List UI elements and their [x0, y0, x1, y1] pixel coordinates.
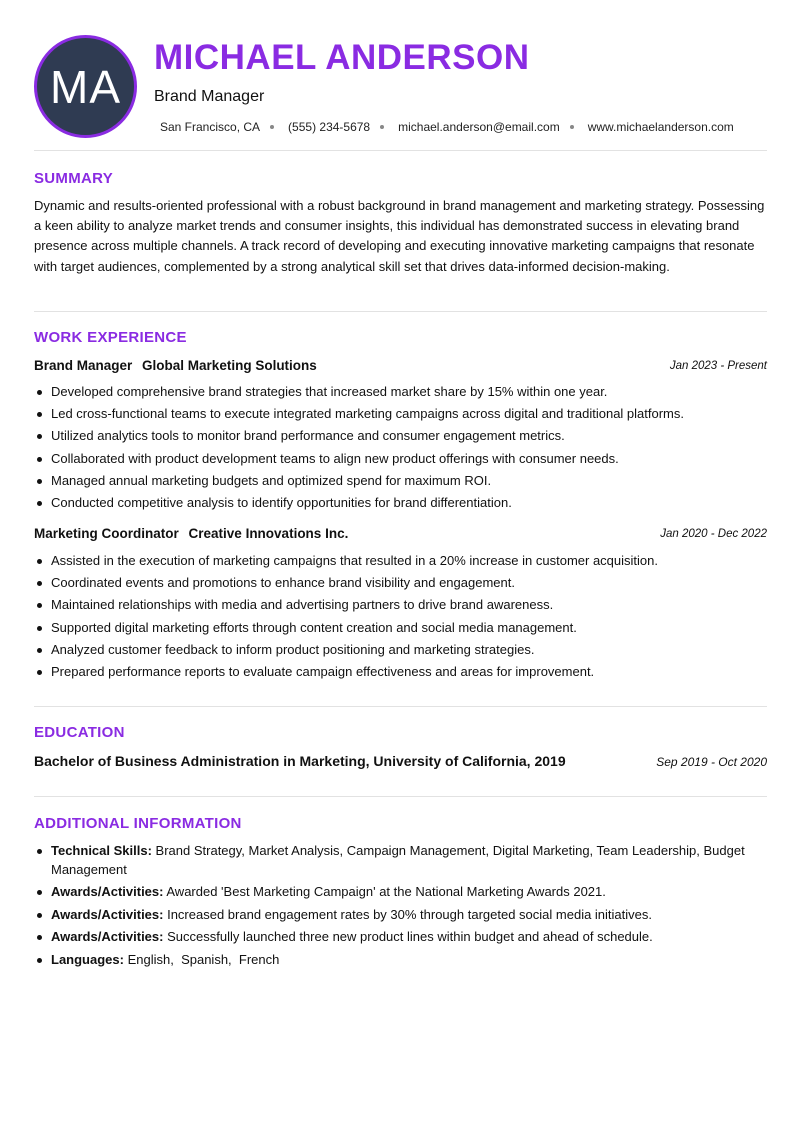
- job-header: [34, 526, 767, 546]
- resume-header: [0, 0, 800, 150]
- work-experience-heading: WORK EXPERIENCE: [34, 329, 187, 346]
- contact-location: San Francisco, CA: [160, 120, 261, 134]
- info-label: Languages:: [51, 951, 124, 967]
- job-title: [34, 358, 323, 373]
- job-bullets: [34, 553, 767, 686]
- job-company: Creative Innovations Inc.: [188, 526, 349, 541]
- candidate-role: Brand Manager: [154, 88, 265, 105]
- job-position: Marketing Coordinator: [34, 526, 179, 541]
- job-title: [34, 526, 354, 541]
- job-bullets: [34, 384, 767, 517]
- info-text: Brand Strategy, Market Analysis, Campaign Management, Digital Marketing, Team Leadership, Budget Management: [51, 843, 745, 877]
- list-item: Managed annual marketing budgets and optimized spend for maximum ROI.: [34, 473, 767, 489]
- list-item: Supported digital marketing efforts through content creation and social media management.: [34, 620, 767, 636]
- section-divider: [34, 150, 767, 151]
- job-dates: Jan 2020 - Dec 2022: [660, 528, 767, 540]
- job-dates: Jan 2023 - Present: [669, 360, 767, 372]
- list-item: [34, 928, 767, 947]
- additional-info-heading: ADDITIONAL INFORMATION: [34, 815, 242, 832]
- info-label: Awards/Activities:: [51, 906, 164, 922]
- section-divider: [34, 311, 767, 312]
- info-text: Awarded 'Best Marketing Campaign' at the National Marketing Awards 2021.: [166, 884, 606, 899]
- job-position: Brand Manager: [34, 358, 133, 373]
- list-item: Conducted competitive analysis to identify opportunities for brand differentiation.: [34, 495, 767, 511]
- contact-website[interactable]: www.michaelanderson.com: [587, 120, 734, 134]
- info-text: English, Spanish, French: [127, 951, 280, 967]
- list-item: Utilized analytics tools to monitor brand performance and consumer engagement metrics.: [34, 428, 767, 444]
- additional-info-list: [34, 842, 767, 973]
- list-item: Led cross-functional teams to execute integrated marketing campaigns across digital and traditional platforms.: [34, 406, 767, 422]
- list-item: Collaborated with product development teams to align new product offerings with consumer needs.: [34, 451, 767, 467]
- job-company: Global Marketing Solutions: [142, 358, 317, 373]
- info-label: Awards/Activities:: [51, 929, 164, 944]
- section-divider: [34, 706, 767, 707]
- job-header: [34, 358, 767, 378]
- education-dates: Sep 2019 - Oct 2020: [656, 755, 767, 769]
- section-divider: [34, 796, 767, 797]
- list-item: [34, 883, 767, 902]
- list-item: [34, 951, 767, 970]
- separator-dot-icon: [570, 125, 574, 129]
- list-item: Developed comprehensive brand strategies that increased market share by 15% within one year.: [34, 384, 767, 400]
- avatar: [34, 35, 137, 138]
- contact-email[interactable]: michael.anderson@email.com: [398, 120, 560, 134]
- info-text: Increased brand engagement rates by 30% through targeted social media initiatives.: [167, 906, 652, 922]
- education-entry: [34, 753, 767, 773]
- avatar-initials: MA: [50, 60, 121, 113]
- list-item: [34, 906, 767, 925]
- list-item: Coordinated events and promotions to enhance brand visibility and engagement.: [34, 575, 767, 591]
- contact-phone: (555) 234-5678: [288, 120, 371, 134]
- summary-text: Dynamic and results-oriented professional with a robust background in brand management and marketing strategy. Possessing a keen ability to analyze market trends and consumer insights, this individual has demonstrated success in elevating brand presence across multiple channels. A track record of developing and executing innovative marketing campaigns that resonate with target audiences, complemented by a strong analytical skill set that drives data-informed decision-making.: [34, 198, 765, 274]
- separator-dot-icon: [270, 125, 274, 129]
- list-item: Prepared performance reports to evaluate campaign effectiveness and areas for improvement.: [34, 664, 767, 680]
- education-degree: Bachelor of Business Administration in Marketing, University of California, 2019: [34, 753, 566, 769]
- contact-info: [160, 120, 734, 134]
- candidate-name: MICHAEL ANDERSON: [154, 38, 530, 77]
- info-label: Technical Skills:: [51, 843, 152, 858]
- info-text: Successfully launched three new product lines within budget and ahead of schedule.: [167, 929, 653, 944]
- list-item: Maintained relationships with media and advertising partners to drive brand awareness.: [34, 597, 767, 613]
- list-item: Analyzed customer feedback to inform product positioning and marketing strategies.: [34, 642, 767, 658]
- separator-dot-icon: [380, 125, 384, 129]
- education-heading: EDUCATION: [34, 724, 125, 741]
- summary-heading: SUMMARY: [34, 170, 114, 187]
- list-item: [34, 842, 767, 879]
- list-item: Assisted in the execution of marketing campaigns that resulted in a 20% increase in customer acquisition.: [34, 553, 767, 569]
- info-label: Awards/Activities:: [51, 884, 164, 899]
